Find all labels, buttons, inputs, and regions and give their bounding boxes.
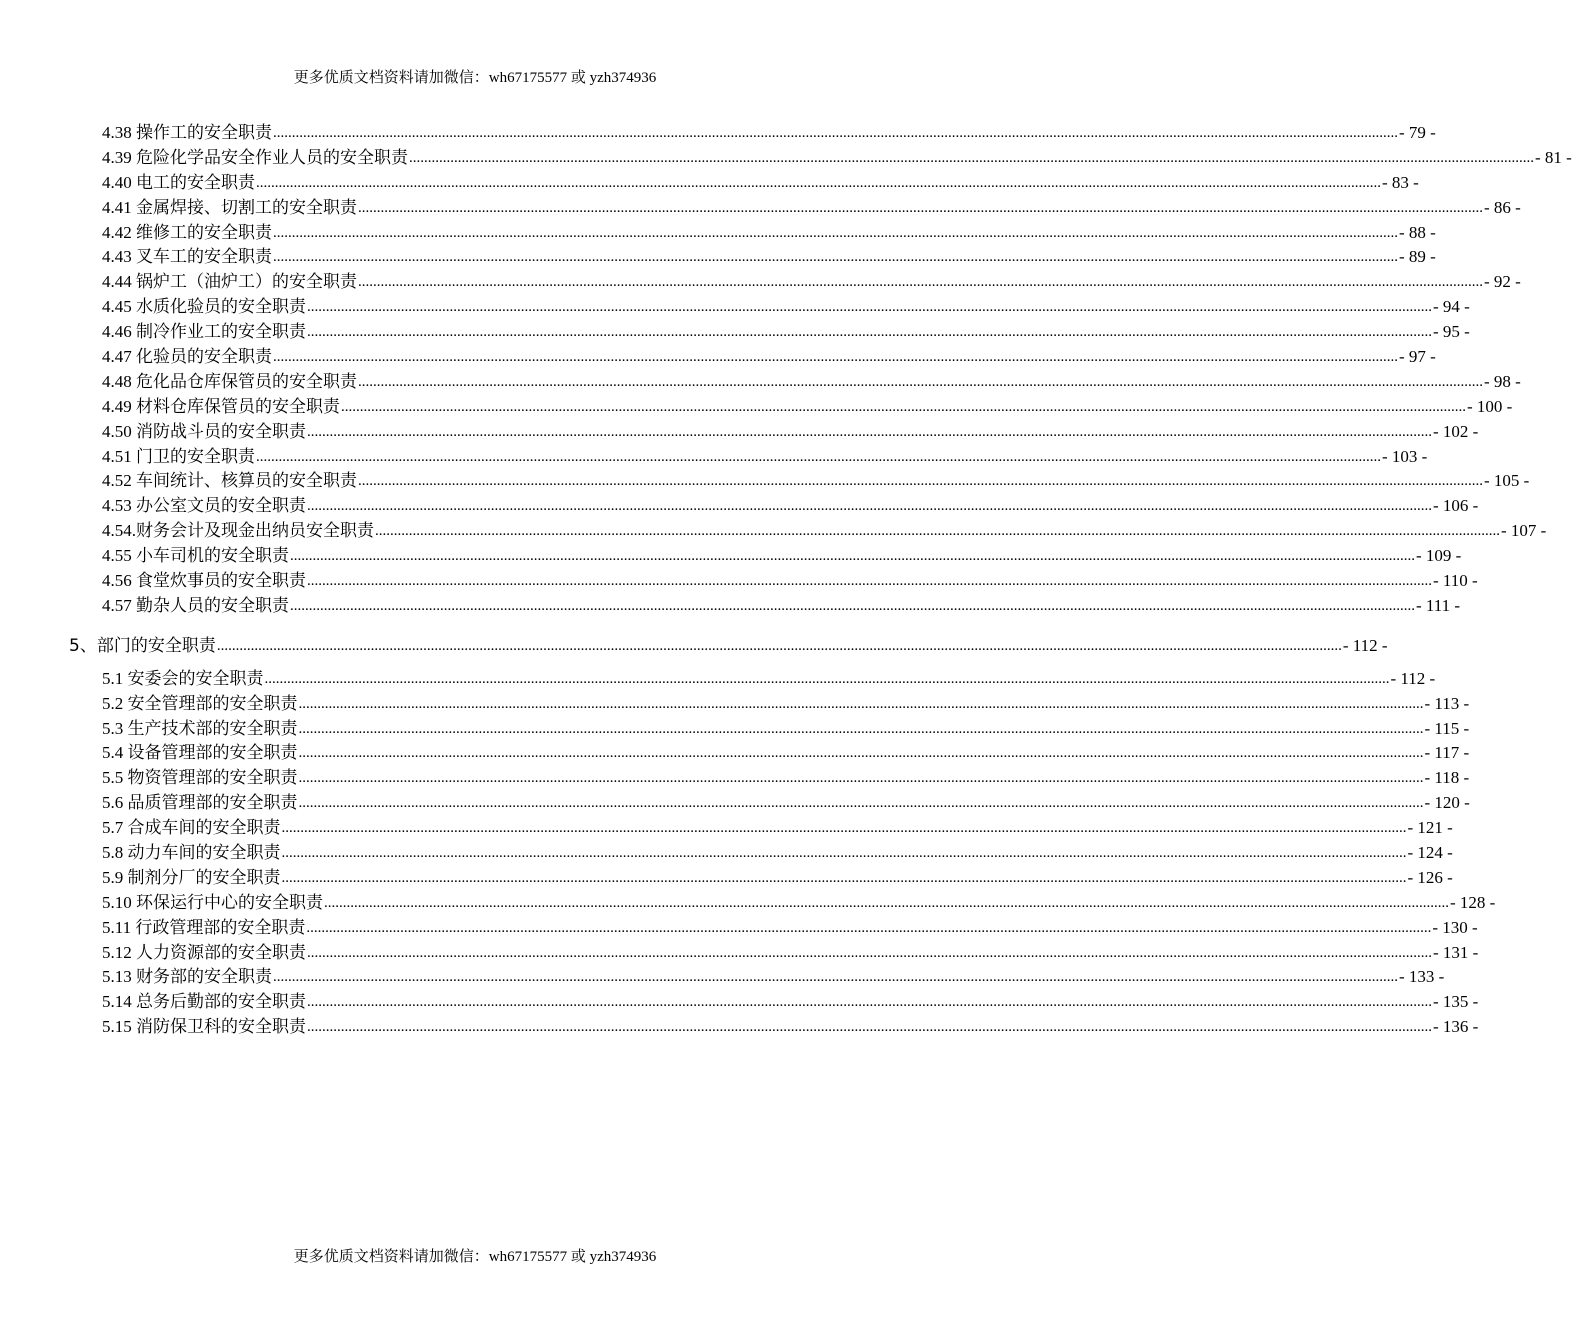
toc-entry-page: - 118 - [1424,768,1470,788]
toc-leader-dots: ............................................................................................................................................................................................................................................................................................................ [306,919,1432,936]
toc-entry-title: 4.41 金属焊接、切割工的安全职责 [102,197,357,217]
toc-entry-title: 4.42 维修工的安全职责 [102,222,272,242]
toc-entry[interactable] [0,816,1453,841]
toc-entry[interactable] [0,667,1436,692]
toc-entry-page: - 94 - [1433,297,1470,317]
toc-entry-title: 4.53 办公室文员的安全职责 [102,496,306,516]
toc-entry-page: - 103 - [1382,446,1428,466]
toc-entry-page: - 79 - [1399,122,1436,142]
toc-entry-page: - 112 - [1342,635,1388,655]
toc-entry[interactable] [0,171,1419,196]
table-of-contents [0,121,1572,1040]
toc-entry-page: - 89 - [1399,247,1436,267]
toc-entry-title: 4.49 材料仓库保管员的安全职责 [102,396,340,416]
toc-entry[interactable] [0,221,1436,246]
toc-entry-title: 5.7 合成车间的安全职责 [102,818,281,838]
toc-entry-title: 4.43 叉车工的安全职责 [102,247,272,267]
toc-entry-page: - 136 - [1433,1017,1479,1037]
toc-section-4-list [0,121,1572,619]
toc-entry-page: - 95 - [1433,322,1470,342]
toc-entry[interactable] [0,717,1470,742]
toc-entry[interactable] [0,766,1470,791]
toc-entry[interactable] [0,1015,1479,1040]
toc-entry-page: - 121 - [1407,818,1453,838]
toc-entry[interactable] [0,916,1478,941]
toc-entry-page: - 98 - [1484,371,1521,391]
toc-entry-title: 5.10 环保运行中心的安全职责 [102,892,323,912]
toc-entry[interactable] [0,941,1479,966]
toc-leader-dots: ............................................................................................................................................................................................................................................................................................................ [298,720,1424,737]
toc-entry-page: - 130 - [1432,917,1478,937]
toc-entry-title: 4.39 危险化学品安全作业人员的安全职责 [102,147,408,167]
toc-entry-title: 5.6 品质管理部的安全职责 [102,793,298,813]
toc-entry[interactable] [0,245,1436,270]
toc-entry-title: 5.5 物资管理部的安全职责 [102,768,298,788]
toc-entry-page: - 109 - [1416,546,1462,566]
toc-leader-dots: ............................................................................................................................................................................................................................................................................................................ [281,845,1407,862]
toc-entry-title: 4.51 门卫的安全职责 [102,446,255,466]
toc-leader-dots: ............................................................................................................................................................................................................................................................................................................ [324,894,1449,911]
toc-entry-page: - 133 - [1399,967,1445,987]
toc-chapter-5-entry[interactable] [0,633,1388,659]
toc-entry-title: 5.15 消防保卫科的安全职责 [102,1017,306,1037]
toc-leader-dots: ............................................................................................................................................................................................................................................................................................................ [273,349,1398,365]
toc-leader-dots: ............................................................................................................................................................................................................................................................................................................ [307,573,1432,590]
toc-entry-title: 4.55 小车司机的安全职责 [102,546,289,566]
toc-leader-dots: ............................................................................................................................................................................................................................................................................................................ [216,637,1342,654]
toc-entry[interactable] [0,295,1470,320]
toc-leader-dots: ............................................................................................................................................................................................................................................................................................................ [290,597,1415,614]
toc-entry-page: - 107 - [1501,521,1547,541]
toc-entry-title: 4.46 制冷作业工的安全职责 [102,322,306,342]
toc-leader-dots: ............................................................................................................................................................................................................................................................................................................ [307,1019,1432,1036]
toc-entry-title: 4.40 电工的安全职责 [102,172,255,192]
toc-entry[interactable] [0,121,1436,146]
toc-entry[interactable] [0,594,1461,619]
toc-leader-dots: ............................................................................................................................................................................................................................................................................................................ [273,969,1398,986]
toc-leader-dots: ............................................................................................................................................................................................................................................................................................................ [307,423,1432,440]
toc-leader-dots: ............................................................................................................................................................................................................................................................................................................ [307,498,1432,515]
toc-entry[interactable] [0,370,1521,395]
toc-entry[interactable] [0,320,1470,345]
toc-leader-dots: ............................................................................................................................................................................................................................................................................................................ [341,398,1466,415]
toc-entry[interactable] [0,395,1513,420]
toc-entry-title: 4.47 化验员的安全职责 [102,347,272,366]
toc-entry-page: - 97 - [1399,347,1436,366]
toc-entry-title: 5.8 动力车间的安全职责 [102,843,281,863]
toc-entry-page: - 115 - [1424,718,1470,738]
toc-section-5-list [0,667,1496,1040]
toc-leader-dots: ............................................................................................................................................................................................................................................................................................................ [358,473,1483,490]
toc-entry-title: 5.2 安全管理部的安全职责 [102,693,298,713]
toc-entry-title: 5.11 行政管理部的安全职责 [102,917,306,937]
toc-leader-dots: ............................................................................................................................................................................................................................................................................................................ [298,695,1424,712]
toc-entry-title: 4.54.财务会计及现金出纳员安全职责 [102,521,374,541]
toc-leader-dots: ............................................................................................................................................................................................................................................................................................................ [358,373,1483,390]
toc-leader-dots: ............................................................................................................................................................................................................................................................................................................ [290,548,1415,565]
toc-entry[interactable] [0,445,1428,470]
toc-leader-dots: ............................................................................................................................................................................................................................................................................................................ [307,994,1432,1011]
toc-leader-dots: ............................................................................................................................................................................................................................................................................................................ [281,820,1407,837]
toc-entry[interactable] [0,891,1496,916]
toc-entry-page: - 100 - [1467,396,1513,416]
toc-entry-title: 5.13 财务部的安全职责 [102,967,272,987]
toc-entry-page: - 83 - [1382,172,1419,192]
toc-entry[interactable] [0,345,1436,370]
toc-entry[interactable] [0,741,1470,766]
toc-entry[interactable] [0,841,1453,866]
toc-leader-dots: ............................................................................................................................................................................................................................................................................................................ [298,770,1424,787]
toc-entry-page: - 81 - [1535,147,1572,167]
toc-leader-dots: ............................................................................................................................................................................................................................................................................................................ [358,274,1483,291]
toc-entry[interactable] [0,146,1572,171]
toc-entry-title: 5.14 总务后勤部的安全职责 [102,992,306,1012]
toc-entry-title: 4.56 食堂炊事员的安全职责 [102,571,306,591]
toc-entry-title: 4.44 锅炉工（油炉工）的安全职责 [102,272,357,292]
toc-entry-page: - 113 - [1424,693,1470,713]
toc-entry[interactable] [0,469,1530,494]
toc-entry[interactable] [0,196,1521,221]
toc-leader-dots: ............................................................................................................................................................................................................................................................................................................ [273,124,1398,141]
toc-entry-page: - 126 - [1407,867,1453,887]
toc-entry[interactable] [0,494,1479,519]
page-footer: 更多优质文档资料请加微信：wh67175577 或 yzh374936 [293,1249,657,1265]
toc-entry-page: - 128 - [1450,892,1496,912]
toc-entry-page: - 105 - [1484,471,1530,491]
toc-leader-dots: ............................................................................................................................................................................................................................................................................................................ [307,944,1432,961]
toc-entry-title: 5.1 安委会的安全职责 [102,668,264,688]
page-header: 更多优质文档资料请加微信：wh67175577 或 yzh374936 [293,70,657,86]
toc-entry-title: 5.3 生产技术部的安全职责 [102,718,298,738]
toc-entry-page: - 106 - [1433,496,1479,516]
toc-entry-page: - 135 - [1433,992,1479,1012]
toc-entry-page: - 88 - [1399,222,1436,242]
toc-entry-page: - 124 - [1407,843,1453,863]
toc-entry-page: - 102 - [1433,421,1479,441]
toc-entry-title: 5.4 设备管理部的安全职责 [102,743,298,763]
toc-entry[interactable] [0,990,1479,1015]
toc-entry-title: 5.9 制剂分厂的安全职责 [102,867,281,887]
toc-entry-title: 4.57 勤杂人员的安全职责 [102,595,289,615]
toc-entry[interactable] [0,544,1462,569]
toc-leader-dots: ............................................................................................................................................................................................................................................................................................................ [273,249,1398,266]
toc-leader-dots: ............................................................................................................................................................................................................................................................................................................ [281,869,1407,886]
toc-entry[interactable] [0,966,1445,991]
toc-entry-title: 4.48 危化品仓库保管员的安全职责 [102,371,357,391]
toc-entry-title: 4.45 水质化验员的安全职责 [102,297,306,317]
toc-leader-dots: ............................................................................................................................................................................................................................................................................................................ [273,224,1398,241]
toc-entry-title: 5.12 人力资源部的安全职责 [102,942,306,962]
toc-leader-dots: ............................................................................................................................................................................................................................................................................................................ [298,745,1424,762]
toc-leader-dots: ............................................................................................................................................................................................................................................................................................................ [307,299,1432,316]
toc-entry-page: - 117 - [1424,743,1470,763]
toc-entry-title: 4.52 车间统计、核算员的安全职责 [102,471,357,491]
toc-leader-dots: ............................................................................................................................................................................................................................................................................................................ [358,199,1483,216]
toc-entry-title: 4.50 消防战斗员的安全职责 [102,421,306,441]
toc-leader-dots: ............................................................................................................................................................................................................................................................................................................ [264,670,1390,687]
toc-entry[interactable] [0,420,1479,445]
toc-entry-page: - 92 - [1484,272,1521,292]
toc-leader-dots: ............................................................................................................................................................................................................................................................................................................ [409,149,1534,166]
toc-entry-title: 4.38 操作工的安全职责 [102,122,272,142]
toc-entry-page: - 111 - [1416,595,1461,615]
toc-leader-dots: ............................................................................................................................................................................................................................................................................................................ [298,795,1424,812]
toc-entry-page: - 86 - [1484,197,1521,217]
toc-entry-title: 5、部门的安全职责 [69,635,216,656]
toc-entry-page: - 112 - [1390,668,1436,688]
toc-leader-dots: ............................................................................................................................................................................................................................................................................................................ [307,324,1432,341]
toc-entry[interactable] [0,866,1453,891]
toc-entry[interactable] [0,569,1478,594]
toc-entry[interactable] [0,519,1547,544]
toc-entry-page: - 120 - [1424,793,1470,813]
toc-entry[interactable] [0,791,1470,816]
toc-entry-page: - 110 - [1433,571,1478,591]
toc-leader-dots: ............................................................................................................................................................................................................................................................................................................ [375,523,1500,540]
toc-entry-page: - 131 - [1433,942,1479,962]
toc-leader-dots: ............................................................................................................................................................................................................................................................................................................ [256,448,1381,465]
toc-entry[interactable] [0,692,1470,717]
toc-entry[interactable] [0,270,1521,295]
toc-leader-dots: ............................................................................................................................................................................................................................................................................................................ [256,174,1381,191]
